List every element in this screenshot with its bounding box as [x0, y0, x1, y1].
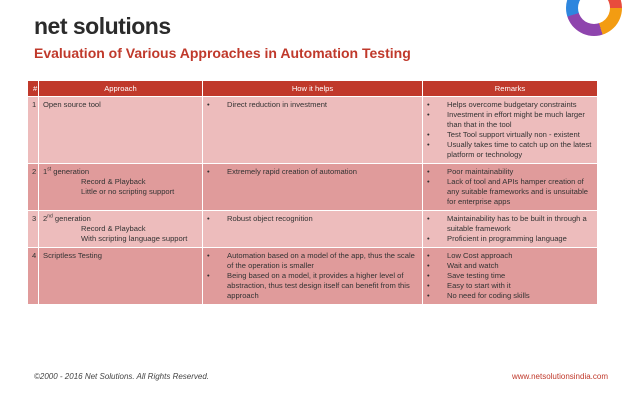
approach-superscript: st — [47, 166, 52, 173]
approaches-table — [27, 80, 598, 305]
column-header-how-it-helps: How it helps — [203, 81, 423, 97]
remark-bullet: • Helps overcome budgetary constraints — [427, 100, 593, 110]
table-row — [28, 211, 598, 248]
approach-name — [43, 167, 198, 177]
approach-text: Open source tool — [43, 100, 101, 109]
remark-bullet: • Usually takes time to catch up on the latest platform or technology — [427, 140, 593, 160]
copyright-text: ©2000 - 2016 Net Solutions. All Rights Reserved. — [34, 372, 210, 381]
remarks-cell — [423, 248, 598, 305]
column-header-number: # — [28, 81, 39, 97]
approach-detail: With scripting language support — [81, 234, 188, 243]
helps-bullet: • Robust object recognition — [207, 214, 418, 224]
approach-text-rest: generation — [51, 167, 90, 176]
remark-bullet: • Save testing time — [427, 271, 593, 281]
how-it-helps-cell — [203, 211, 423, 248]
remark-bullet: • Proficient in programming language — [427, 234, 593, 244]
row-number: 1 — [28, 97, 39, 164]
remark-bullet: • Wait and watch — [427, 261, 593, 271]
page-title: Evaluation of Various Approaches in Automation Testing — [34, 45, 411, 61]
remarks-cell — [423, 97, 598, 164]
approach-detail: Record & Playback — [81, 177, 146, 186]
logo-mark-icon — [566, 0, 622, 36]
approach-name — [43, 100, 198, 110]
approach-text-rest: generation — [52, 214, 91, 223]
approach-cell — [39, 248, 203, 305]
approach-text: 1 — [43, 167, 48, 176]
table-row — [28, 164, 598, 211]
remark-bullet: • Lack of tool and APIs hamper creation of any suitable frameworks and is unsuitable for enterprise apps — [427, 177, 593, 207]
column-header-remarks: Remarks — [423, 81, 598, 97]
row-number: 4 — [28, 248, 39, 305]
approach-name — [43, 251, 198, 261]
remarks-cell — [423, 211, 598, 248]
approach-superscript: nd — [47, 213, 53, 220]
table-row — [28, 97, 598, 164]
approach-detail: Little or no scripting support — [81, 187, 175, 196]
remark-bullet: • No need for coding skills — [427, 291, 593, 301]
remark-bullet: • Investment in effort might be much larger than that in the tool — [427, 110, 593, 130]
remark-bullet: • Maintainability has to be built in through a suitable framework — [427, 214, 593, 234]
approach-cell — [39, 97, 203, 164]
approach-cell — [39, 164, 203, 211]
table-row — [28, 248, 598, 305]
remark-bullet: • Poor maintainability — [427, 167, 593, 177]
company-logo: net solutions — [34, 13, 171, 39]
remark-bullet: • Test Tool support virtually non - existent — [427, 130, 593, 140]
remarks-cell — [423, 164, 598, 211]
how-it-helps-cell — [203, 97, 423, 164]
table-header-row — [28, 81, 598, 97]
column-header-approach: Approach — [39, 81, 203, 97]
approach-text: 2 — [43, 214, 48, 223]
helps-bullet: • Automation based on a model of the app, thus the scale of the operation is smaller — [207, 251, 418, 271]
approach-detail: Record & Playback — [81, 224, 146, 233]
row-number: 2 — [28, 164, 39, 211]
row-number: 3 — [28, 211, 39, 248]
helps-bullet: • Extremely rapid creation of automation — [207, 167, 418, 177]
approach-name — [43, 214, 198, 224]
how-it-helps-cell — [203, 248, 423, 305]
helps-bullet: • Direct reduction in investment — [207, 100, 418, 110]
how-it-helps-cell — [203, 164, 423, 211]
approach-text: Scriptless Testing — [43, 251, 102, 260]
remark-bullet: • Low Cost approach — [427, 251, 593, 261]
website-link[interactable]: www.netsolutionsindia.com — [511, 372, 608, 381]
remark-bullet: • Easy to start with it — [427, 281, 593, 291]
approach-cell — [39, 211, 203, 248]
helps-bullet: • Being based on a model, it provides a higher level of abstraction, thus test design itself can benefit from this approach — [207, 271, 418, 301]
